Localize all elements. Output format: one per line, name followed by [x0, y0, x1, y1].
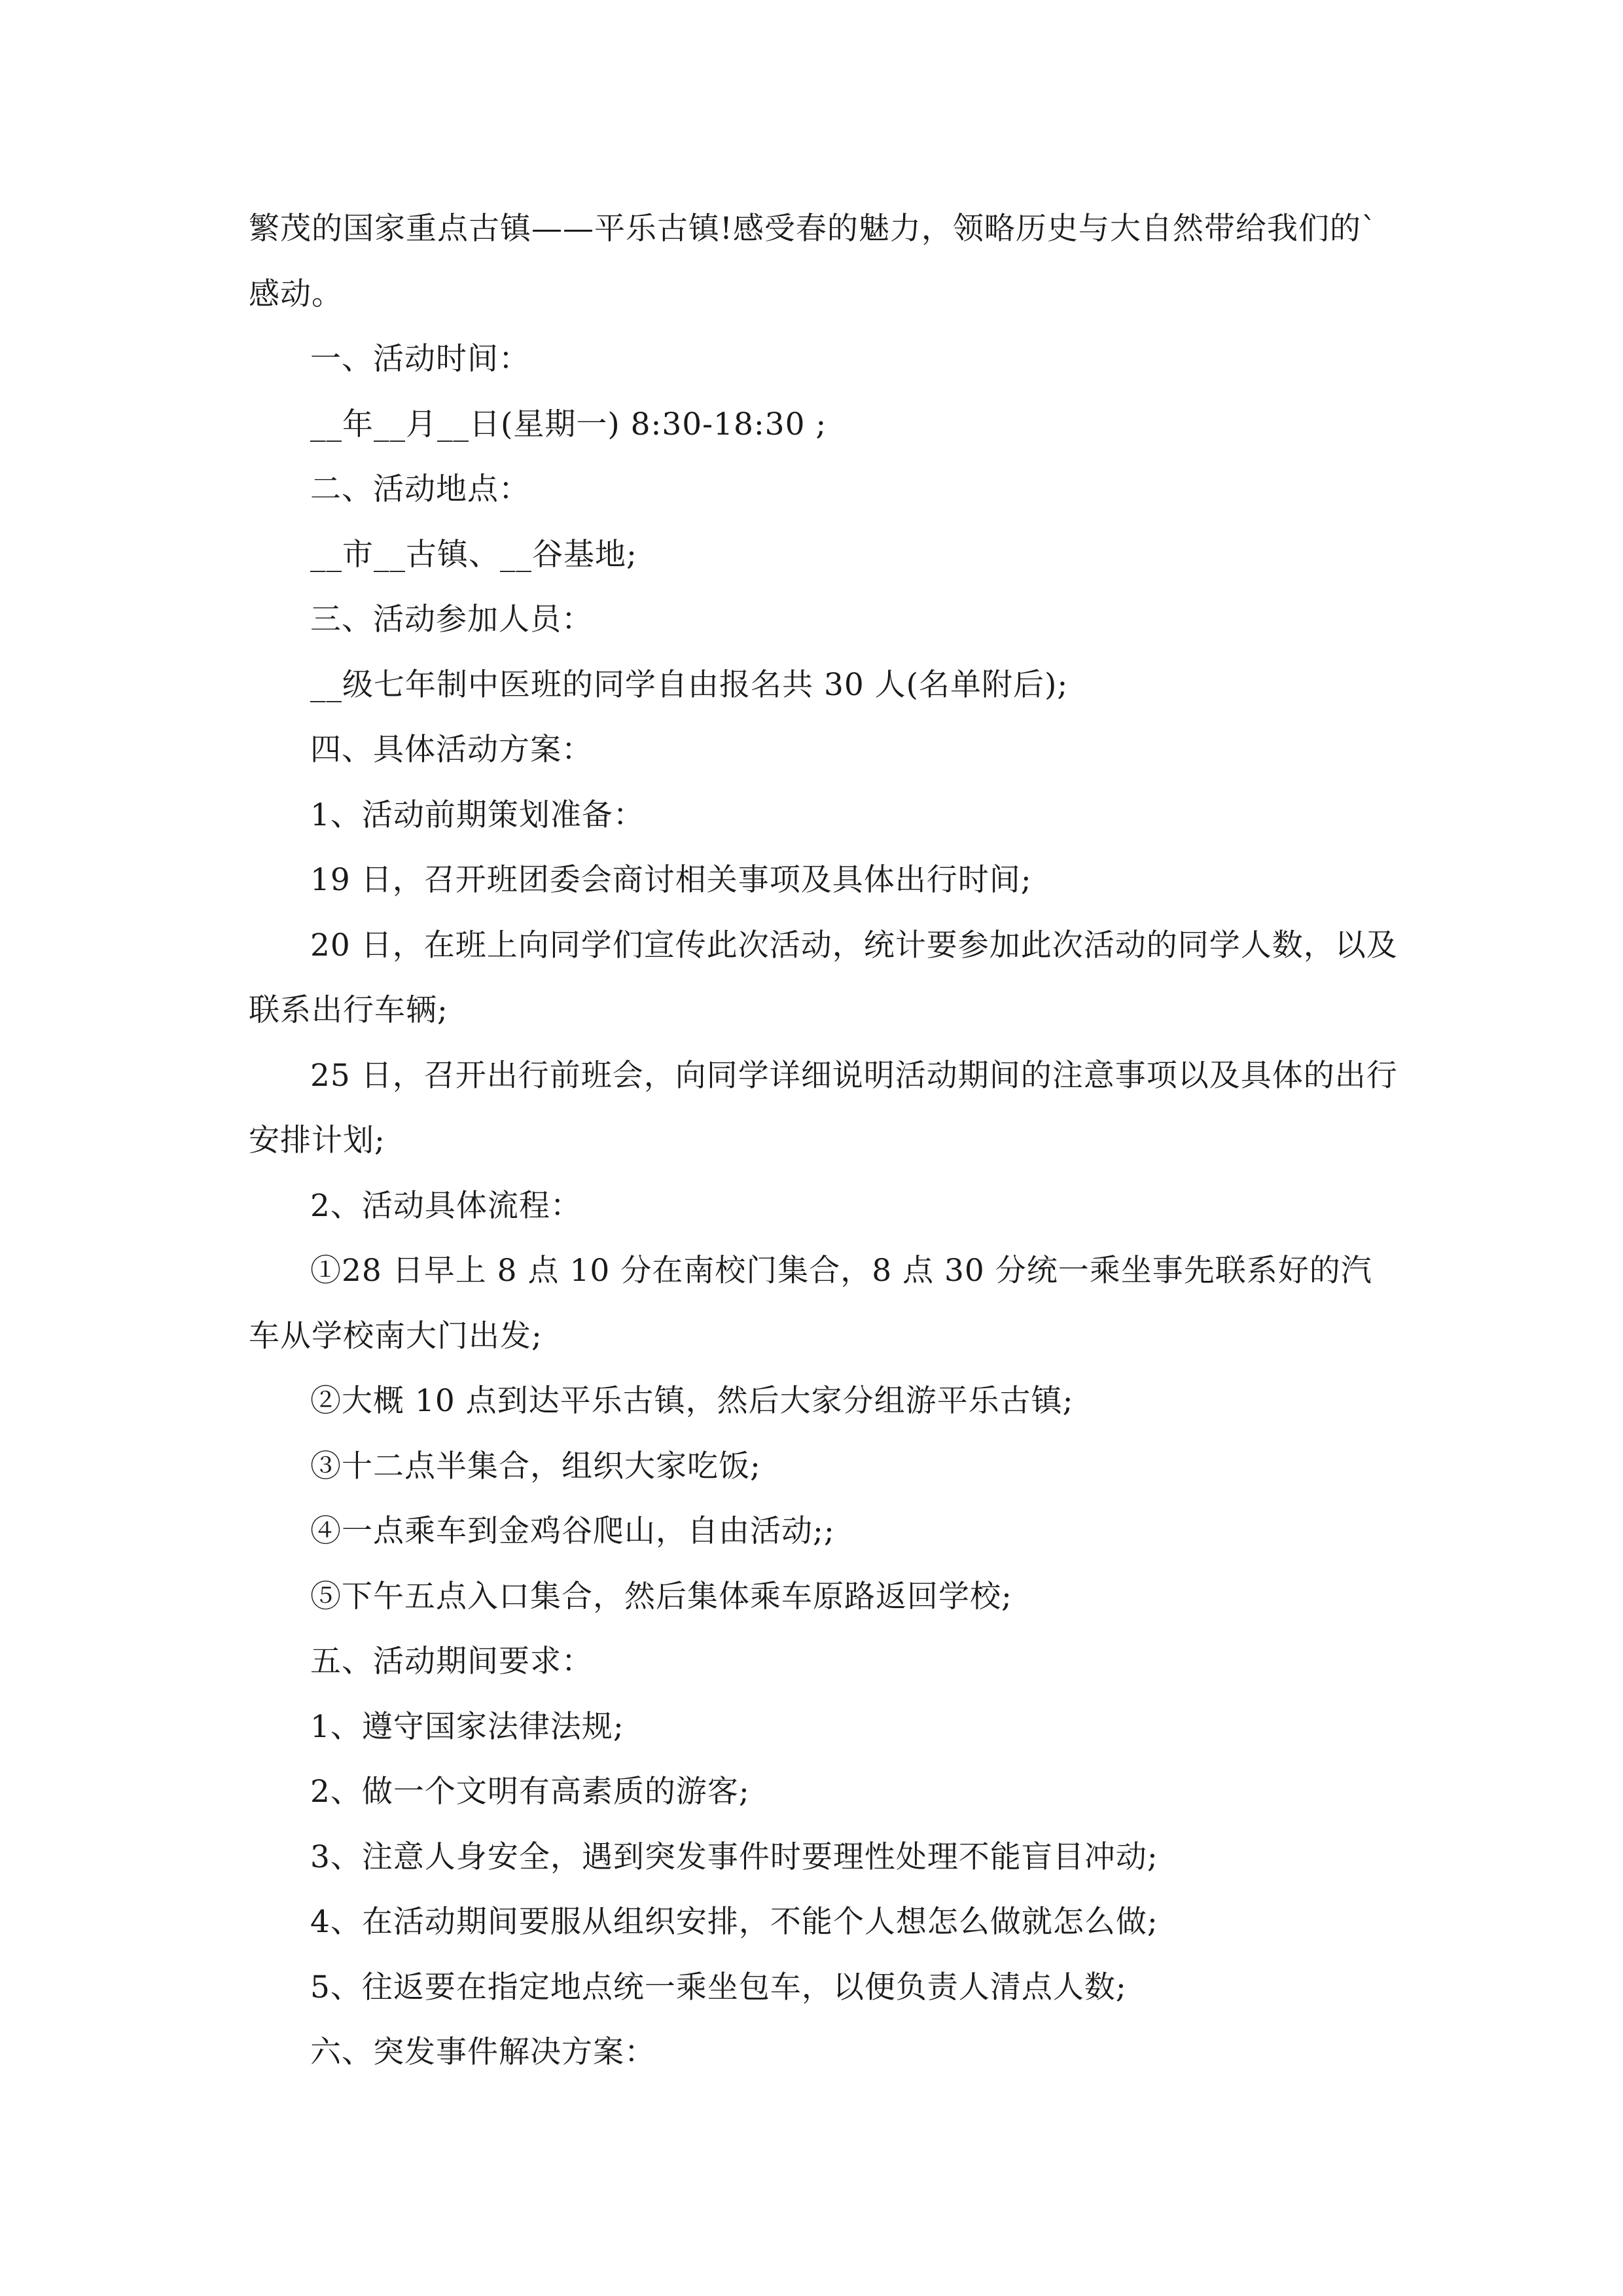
list-item: 1、遵守国家法律法规; — [310, 1708, 624, 1745]
list-item: 3、注意人身安全，遇到突发事件时要理性处理不能盲目冲动; — [310, 1839, 1158, 1875]
list-item: 20 日，在班上向同学们宣传此次活动，统计要参加此次活动的同学人数，以及联系出行车辆; — [249, 927, 1398, 1028]
list-item: 19 日，召开班团委会商讨相关事项及具体出行时间; — [310, 862, 1032, 898]
activity-time-value: __年__月__日(星期一) 8:30-18:30 ; — [310, 406, 827, 442]
section-heading-activity-time: 一、活动时间： — [310, 341, 530, 377]
list-item: ⑤下午五点入口集合，然后集体乘车原路返回学校; — [310, 1578, 1012, 1615]
subheading-preparation: 1、活动前期策划准备： — [310, 797, 645, 833]
activity-location-value: __市__古镇、__谷基地; — [310, 536, 637, 573]
paragraph-intro-continuation: 繁茂的国家重点古镇——平乐古镇!感受春的魅力，领略历史与大自然带给我们的`感动。 — [249, 211, 1378, 312]
list-item: 25 日，召开出行前班会，向同学详细说明活动期间的注意事项以及具体的出行安排计划; — [249, 1057, 1398, 1158]
list-item: 5、往返要在指定地点统一乘坐包车，以便负责人清点人数; — [310, 1969, 1127, 2005]
list-item: ①28 日早上 8 点 10 分在南校门集合，8 点 30 分统一乘坐事先联系好的汽车从学校南大门出发; — [249, 1253, 1372, 1354]
section-heading-activity-location: 二、活动地点： — [310, 471, 530, 507]
section-heading-requirements: 五、活动期间要求： — [310, 1643, 593, 1679]
list-item: ④一点乘车到金鸡谷爬山，自由活动;; — [310, 1513, 835, 1549]
list-item: ②大概 10 点到达平乐古镇，然后大家分组游平乐古镇; — [310, 1383, 1074, 1419]
subheading-process: 2、活动具体流程： — [310, 1187, 582, 1224]
list-item: ③十二点半集合，组织大家吃饭; — [310, 1448, 761, 1484]
list-item: 4、在活动期间要服从组织安排，不能个人想怎么做就怎么做; — [310, 1904, 1158, 1940]
section-heading-participants: 三、活动参加人员： — [310, 601, 593, 637]
list-item: 2、做一个文明有高素质的游客; — [310, 1774, 750, 1810]
document-body — [249, 196, 1400, 2085]
section-heading-activity-plan: 四、具体活动方案： — [310, 732, 593, 768]
section-heading-emergency-plan: 六、突发事件解决方案： — [310, 2034, 656, 2070]
participants-value: __级七年制中医班的同学自由报名共 30 人(名单附后); — [310, 666, 1069, 703]
